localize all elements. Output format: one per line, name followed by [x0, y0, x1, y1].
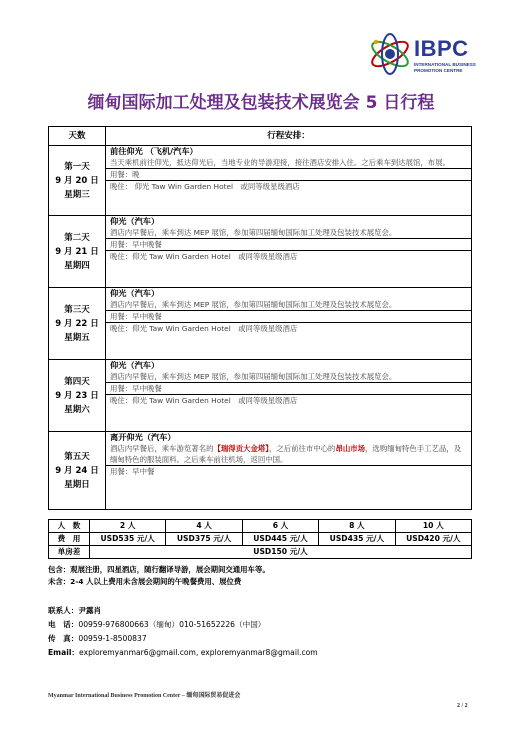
day-weekday: 星期日	[64, 479, 90, 490]
day-row	[49, 432, 472, 510]
phone-line	[48, 618, 318, 632]
day-number: 第二天	[64, 232, 90, 243]
header-day: 天数	[49, 127, 106, 146]
desc-part: 酒店内早餐后，乘车游览著名的	[110, 444, 214, 453]
group-size: 8 人	[319, 520, 395, 533]
day-cell	[49, 146, 106, 216]
day-date: 9 月 22 日	[55, 318, 99, 329]
fax-label: 传 真：	[48, 634, 79, 643]
plan-title: 离开仰光（汽车）	[110, 432, 176, 442]
day-cell	[49, 288, 106, 360]
logo-name: IBPC	[414, 36, 469, 61]
excluded-note: 未含：2-4 人以上费用未含展会期间的午晚餐费用、展位费	[48, 577, 242, 586]
contact-person-label: 联系人：	[48, 606, 79, 615]
plan-description: 酒店内早餐后，乘车到达 MEP 展馆，参加第四届缅甸国际加工处理及包装技术展览会。	[110, 372, 397, 381]
plan-meal: 用餐：早中晚餐	[106, 238, 471, 250]
price-table	[48, 519, 472, 559]
notes	[48, 564, 270, 588]
price-row-people	[49, 520, 472, 533]
logo-subtitle: INTERNATIONAL BUSINESS PROMOTION CENTRE	[414, 62, 476, 73]
page-title: 缅甸国际加工处理及包装技术展览会 5 日行程	[87, 93, 435, 113]
plan-title: 前往仰光 （飞机/汽车）	[110, 146, 198, 156]
highlight-pagoda: 【瑞得贡大金塔】	[213, 444, 269, 453]
day-cell	[49, 432, 106, 510]
included-note: 包含：观展注册，四星酒店，随行翻译导游，展会期间交通用车等。	[48, 565, 270, 574]
day-weekday: 星期四	[64, 260, 90, 271]
plan-cell	[106, 146, 472, 216]
email-line	[48, 646, 318, 660]
price-row-fee	[49, 533, 472, 546]
plan-hotel: 晚住：仰光 Taw Win Garden Hotel 或同等级星级酒店	[106, 394, 471, 406]
group-size: 2 人	[90, 520, 166, 533]
day-date: 9 月 24 日	[55, 465, 99, 476]
day-weekday: 星期五	[64, 332, 90, 343]
day-row	[49, 216, 472, 288]
plan-hotel: 晚住： 仰光 Taw Win Garden Hotel 或同等级星级酒店	[106, 180, 471, 192]
day-number: 第一天	[64, 161, 90, 172]
day-cell	[49, 360, 106, 432]
day-weekday: 星期三	[64, 189, 90, 200]
day-row	[49, 146, 472, 216]
plan-meal: 用餐：早中餐	[106, 465, 471, 477]
day-date: 9 月 20 日	[55, 175, 99, 186]
fax-line	[48, 632, 318, 646]
plan-cell	[106, 360, 472, 432]
contact-block	[48, 604, 318, 660]
plan-cell	[106, 432, 472, 510]
plan-meal: 用餐：早中晚餐	[106, 310, 471, 322]
plan-cell	[106, 288, 472, 360]
price-row-single	[49, 546, 472, 559]
day-number: 第四天	[64, 376, 90, 387]
contact-person: 尹露肖	[78, 606, 102, 615]
people-label: 人 数	[49, 520, 90, 533]
email-value[interactable]: exploremyanmar6@gmail.com, exploremyanmar8@gmail.com	[79, 648, 318, 657]
day-number: 第三天	[64, 304, 90, 315]
plan-title: 仰光（汽车）	[110, 360, 160, 370]
fee-label: 费 用	[49, 533, 90, 546]
plan-description	[110, 443, 467, 465]
plan-description: 酒店内早餐后，乘车到达 MEP 展馆，参加第四届缅甸国际加工处理及包装技术展览会。	[110, 300, 397, 309]
fee-value: USD435 元/人	[319, 533, 395, 546]
phone-label: 电 话：	[48, 620, 79, 629]
single-value: USD150 元/人	[90, 546, 472, 559]
page-footer: Myanmar International Business Promotion Center – 缅甸国际贸易促进会	[48, 693, 241, 699]
day-date: 9 月 21 日	[55, 246, 99, 257]
contact-person-line	[48, 604, 318, 618]
email-label: Email：	[48, 648, 80, 657]
day-cell	[49, 216, 106, 288]
fee-value: USD535 元/人	[90, 533, 166, 546]
plan-description: 当天乘机前往仰光，抵达仰光后，当地专业的导游迎接，接往酒店安排入住。之后乘车到达展馆，布展。	[110, 158, 450, 167]
plan-meal: 用餐：晚	[106, 168, 471, 180]
phone-value: 00959-976800663（缅甸）010-51652226（中国）	[78, 620, 266, 629]
itinerary-table	[48, 126, 472, 510]
fax-value: 00959-1-8500837	[78, 634, 147, 643]
group-size: 4 人	[166, 520, 242, 533]
page-number: 2 / 2	[457, 703, 468, 709]
day-row	[49, 288, 472, 360]
highlight-market: 昂山市场	[335, 444, 366, 453]
desc-part: ，之后前往市中心的	[268, 444, 336, 453]
group-size: 6 人	[242, 520, 318, 533]
fee-value: USD420 元/人	[395, 533, 471, 546]
plan-meal: 用餐：早中晚餐	[106, 382, 471, 394]
fee-value: USD375 元/人	[166, 533, 242, 546]
plan-description: 酒店内早餐后，乘车到达 MEP 展馆，参加第四届缅甸国际加工处理及包装技术展览会。	[110, 228, 397, 237]
day-number: 第五天	[64, 451, 90, 462]
single-label: 单房差	[49, 546, 90, 559]
table-header-row	[49, 127, 472, 146]
plan-hotel: 晚住：仰光 Taw Win Garden Hotel 或同等级星级酒店	[106, 322, 471, 334]
group-size: 10 人	[395, 520, 471, 533]
day-row	[49, 360, 472, 432]
day-date: 9 月 23 日	[55, 390, 99, 401]
globe-logo-icon	[366, 30, 412, 76]
plan-title: 仰光（汽车）	[110, 288, 160, 298]
ibpc-logo	[366, 30, 486, 82]
plan-cell	[106, 216, 472, 288]
plan-hotel: 晚住：仰光 Taw Win Garden Hotel 或同等级星级酒店	[106, 250, 471, 262]
header-plan: 行程安排：	[106, 127, 472, 146]
desc-part: ，选购缅甸特色手工艺品，及缅甸特色的服装面料。之后乘车前往机场，返回中国。	[110, 444, 462, 464]
plan-title: 仰光（汽车）	[110, 216, 160, 226]
fee-value: USD445 元/人	[242, 533, 318, 546]
day-weekday: 星期六	[64, 404, 90, 415]
